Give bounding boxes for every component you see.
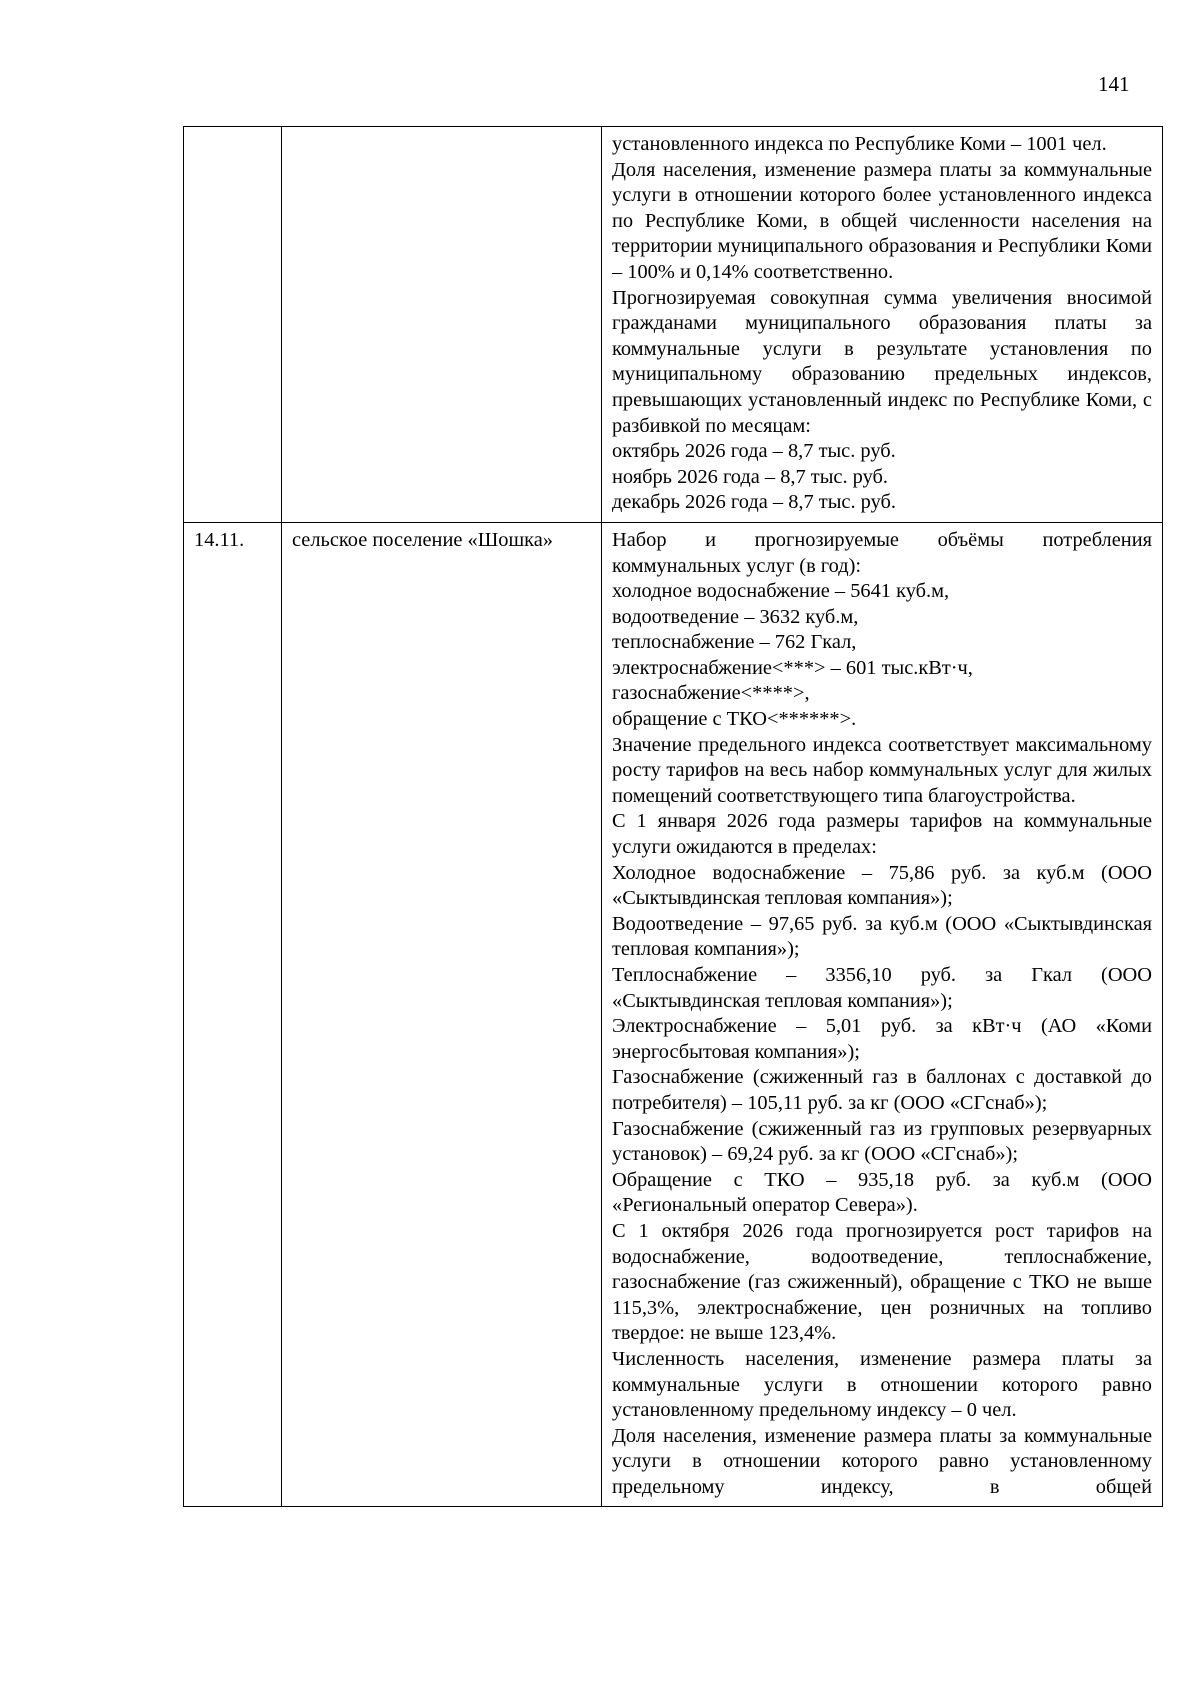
description-paragraph: октябрь 2026 года – 8,7 тыс. руб. xyxy=(612,440,896,463)
description-paragraph: Доля населения, изменение размера платы за коммунальные услуги в отношении которого равно установленному предельному индексу, в общей xyxy=(612,1424,1152,1498)
description-paragraph: ноябрь 2026 года – 8,7 тыс. руб. xyxy=(612,465,888,488)
table-row xyxy=(184,522,1163,1507)
page-number: 141 xyxy=(1098,72,1130,96)
document-table xyxy=(183,126,1163,1507)
description-paragraph: водоотведение – 3632 куб.м, xyxy=(612,605,859,628)
row-number-cell: 14.11. xyxy=(184,522,282,1507)
description-cell xyxy=(602,522,1163,1507)
description-paragraph: теплоснабжение – 762 Гкал, xyxy=(612,631,857,654)
description-paragraph: Численность населения, изменение размера платы за коммунальные услуги в отношении которого равно установленному предельному индексу – 0 чел. xyxy=(612,1347,1152,1422)
description-paragraph: декабрь 2026 года – 8,7 тыс. руб. xyxy=(612,491,896,514)
description-paragraph: Газоснабжение (сжиженный газ из групповых резервуарных установок) – 69,24 руб. за кг (ООО «СГснаб»); xyxy=(612,1117,1152,1166)
table-row xyxy=(184,127,1163,523)
description-paragraph: установленного индекса по Республике Коми – 1001 чел. xyxy=(612,133,1107,155)
description-paragraph: Доля населения, изменение размера платы за коммунальные услуги в отношении которого более установленного индекса по Республике Коми, в общей численности населения на территории муниципального образования и Республики Коми – 100% и 0,14% соответственно. xyxy=(612,158,1152,283)
description-paragraph: С 1 октября 2026 года прогнозируется рост тарифов на водоснабжение, водоотведение, теплоснабжение, газоснабжение (газ сжиженный), обращение с ТКО не выше 115,3%, электроснабжение, цен розничных на топливо твердое: не выше 123,4%. xyxy=(612,1219,1152,1345)
description-paragraph: Газоснабжение (сжиженный газ в баллонах с доставкой до потребителя) – 105,11 руб. за кг (ООО «СГснаб»); xyxy=(612,1066,1152,1114)
description-paragraph: Теплоснабжение – 3356,10 руб. за Гкал (ООО «Сыктывдинская тепловая компания»); xyxy=(612,964,1152,1012)
table-body xyxy=(184,127,1163,1507)
description-paragraph: электроснабжение<***> – 601 тыс.кВт·ч, xyxy=(612,656,973,679)
municipality-cell xyxy=(282,127,602,523)
description-paragraph: холодное водоснабжение – 5641 куб.м, xyxy=(612,580,950,603)
description-paragraph: Прогнозируемая совокупная сумма увеличения вносимой гражданами муниципального образования платы за коммунальные услуги в результате установления по муниципальному образованию предельных индексов, превышающих установленный индекс по Республике Коми, с разбивкой по месяцам: xyxy=(612,286,1152,437)
description-paragraph: С 1 января 2026 года размеры тарифов на коммунальные услуги ожидаются в пределах: xyxy=(612,810,1152,859)
description-paragraph: Электроснабжение – 5,01 руб. за кВт·ч (АО «Коми энергосбытовая компания»); xyxy=(612,1015,1152,1063)
description-paragraph: Значение предельного индекса соответствует максимальному росту тарифов на весь набор коммунальных услуг для жилых помещений соответствующего типа благоустройства. xyxy=(612,733,1152,807)
description-cell xyxy=(602,127,1163,523)
description-paragraph: Обращение с ТКО – 935,18 руб. за куб.м (ООО «Региональный оператор Севера»). xyxy=(612,1168,1152,1217)
row-number-cell xyxy=(184,127,282,523)
description-paragraph: обращение с ТКО<******>. xyxy=(612,708,857,731)
description-paragraph: Водоотведение – 97,65 руб. за куб.м (ООО «Сыктывдинская тепловая компания»); xyxy=(612,912,1152,961)
municipality-cell: сельское поселение «Шошка» xyxy=(282,522,602,1507)
description-paragraph: газоснабжение<****>, xyxy=(612,682,810,705)
description-paragraph: Холодное водоснабжение – 75,86 руб. за куб.м (ООО «Сыктывдинская тепловая компания»); xyxy=(612,861,1152,910)
description-paragraph: Набор и прогнозируемые объёмы потребления коммунальных услуг (в год): xyxy=(612,528,1152,577)
